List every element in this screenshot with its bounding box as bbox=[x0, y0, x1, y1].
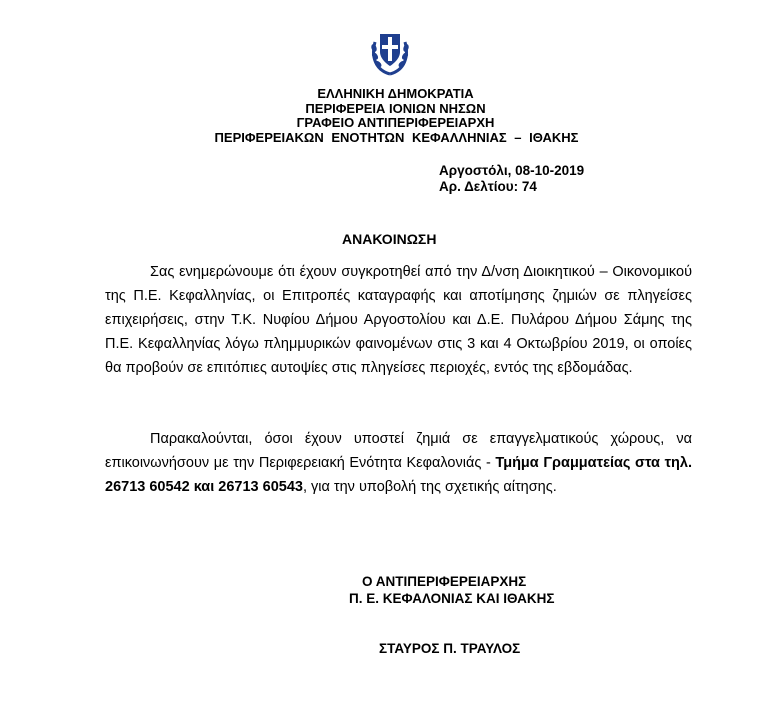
paragraph-contact-tail: , για την υποβολή της σχετικής αίτησης. bbox=[302, 479, 557, 495]
document-title: ΑΝΑΚΟΙΝΩΣΗ bbox=[342, 231, 437, 247]
greek-coat-of-arms-icon bbox=[369, 28, 411, 76]
contact-phones: Τμήμα Γραμματείας στα τηλ. 26713 60542 και 26713 60543 bbox=[105, 455, 692, 495]
signature-unit: Π. Ε. ΚΕΦΑΛΟΝΙΑΣ ΚΑΙ ΙΘΑΚΗΣ bbox=[349, 591, 555, 606]
header-line-units: ΠΕΡΙΦΕΡΕΙΑΚΩΝ ΕΝΟΤΗΤΩΝ ΚΕΦΑΛΛΗΝΙΑΣ – ΙΘΑΚΗΣ bbox=[214, 130, 579, 145]
paragraph-contact bbox=[105, 427, 692, 499]
signature-name: ΣΤΑΥΡΟΣ Π. ΤΡΑΥΛΟΣ bbox=[379, 641, 521, 656]
place-date: Αργοστόλι, 08-10-2019 bbox=[439, 163, 585, 178]
header-line-state: ΕΛΛΗΝΙΚΗ ΔΗΜΟΚΡΑΤΙΑ bbox=[317, 86, 474, 101]
bulletin-number: Αρ. Δελτίου: 74 bbox=[439, 179, 537, 194]
paragraph-contact-text: Παρακαλούνται, όσοι έχουν υποστεί ζημιά σε επαγγελματικούς χώρους, να επικοινωνήσουν με την Περιφερειακή Ενότητα Κεφαλονιάς - bbox=[105, 431, 692, 471]
header-line-office: ΓΡΑΦΕΙΟ ΑΝΤΙΠΕΡΙΦΕΡΕΙΑΡΧΗ bbox=[296, 115, 495, 130]
paragraph-committees: Σας ενημερώνουμε ότι έχουν συγκροτηθεί από την Δ/νση Διοικητικού – Οικονομικού της Π.Ε. Κεφαλληνίας, οι Επιτροπές καταγραφής και αποτίμησης ζημιών σε πληγείσες επιχειρήσεις, στην Τ.Κ. Νυφίου Δήμου Αργοστολίου και Δ.Ε. Πυλάρου Δήμου Σάμης της Π.Ε. Κεφαλληνίας λόγω πλημμυρικών φαινομένων στις 3 και 4 Οκτωβρίου 2019, οι οποίες θα προβούν σε επιτόπιες αυτοψίες στις πληγείσες περιοχές, εντός της εβδομάδας. bbox=[105, 264, 692, 376]
signature-role: Ο ΑΝΤΙΠΕΡΙΦΕΡΕΙΑΡΧΗΣ bbox=[362, 574, 527, 589]
header-line-region: ΠΕΡΙΦΕΡΕΙΑ ΙΟΝΙΩΝ ΝΗΣΩΝ bbox=[305, 101, 486, 116]
